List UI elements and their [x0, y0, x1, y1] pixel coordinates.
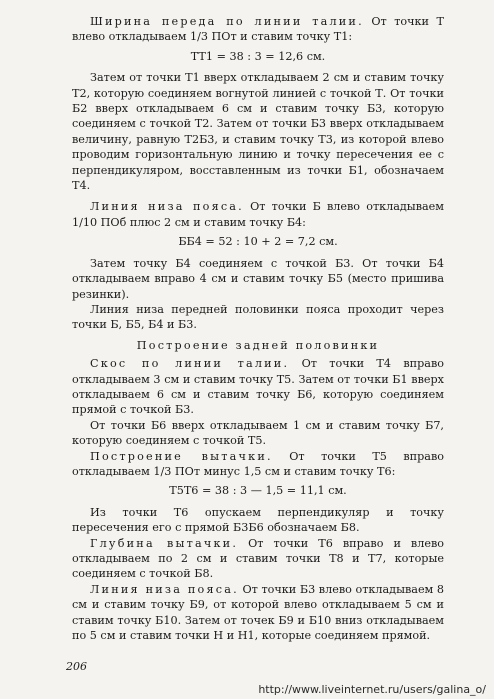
- paragraph-text: От точки Т6 вправо и влево откладываем по 2 см и ставим точки Т8 и Т7, которые соединяем с точкой Б8.: [72, 536, 444, 581]
- page-text: [72, 14, 444, 643]
- subheading: Линия низа пояса.: [90, 200, 244, 214]
- page-number: 206: [66, 660, 87, 673]
- subheading: Построение вытачки.: [90, 449, 273, 463]
- paragraph-belt-bottom: [72, 199, 444, 230]
- paragraph-text: Из точки Т6 опускаем перпендикуляр и точку пересечения его с прямой Б3Б6 обозначаем Б8.: [72, 505, 444, 535]
- paragraph-text: От точки Т влево откладываем 1/3 ПОт и ставим точку Т1:: [72, 15, 444, 44]
- section-heading: Построение задней половинки: [136, 338, 380, 352]
- paragraph-waist-slope: [72, 356, 444, 418]
- watermark-url: http://www.liveinternet.ru/users/galina_o/: [258, 683, 486, 696]
- paragraph-text: Линия низа передней половинки пояса проходит через точки Б, Б5, Б4 и Б3.: [72, 302, 444, 332]
- paragraph-text: От точки Т4 вправо откладываем 3 см и ставим точку Т5. Затем от точки Б1 вверх откладываем 6 см и ставим точку Б6, которую соединяем прямой с точкой Б3.: [72, 357, 444, 417]
- paragraph-text: От точки Б влево откладываем 1/10 ПОб плюс 2 см и ставим точку Б4:: [72, 200, 444, 229]
- paragraph-text: От точки Т5 вправо откладываем 1/3 ПОт минус 1,5 см и ставим точку Т6:: [72, 449, 444, 478]
- paragraph-text: От точки Б3 влево откладываем 8 см и ставим точку Б9, от которой влево откладываем 5 см и ставим точку Б10. Затем от точек Б9 и Б10 вниз откладываем по 5 см и ставим точки Н и Н1, которые соединяем прямой.: [72, 582, 445, 643]
- paragraph-dart-depth: [72, 536, 444, 582]
- formula-t5t6: Т5Т6 = 38 : 3 — 1,5 = 11,1 см.: [169, 484, 347, 498]
- paragraph-text: Затем точку Б4 соединяем с точкой Б3. От точки Б4 откладываем вправо 4 см и ставим точку Б5 (место пришива резинки).: [72, 256, 444, 301]
- formula-bb4: ББ4 = 52 : 10 + 2 = 7,2 см.: [178, 235, 338, 249]
- subheading: Ширина переда по линии талии.: [90, 15, 364, 28]
- subheading: Скос по линии талии.: [90, 357, 290, 371]
- formula-tt1: TT1 = 38 : 3 = 12,6 см.: [190, 49, 326, 63]
- paragraph-text: От точки Б6 вверх откладываем 1 см и ставим точку Б7, которую соединяем с точкой Т5.: [72, 418, 444, 448]
- paragraph-text: Затем от точки Т1 вверх откладываем 2 см и ставим точку Т2, которую соединяем вогнутой линией с точкой Т. От точки Б2 вверх откладываем 6 см и ставим точку Б3, которую соединяем с точкой Т2. Затем от точки Б3 вверх откладываем величину, равную Т2Б3, и ставим точку Т3, из которой влево проводим горизонтальную линию и точку пересечения ее с перпендикуляром, восставленным из точки Б1, обозначаем Т4.: [72, 71, 444, 193]
- subheading: Глубина вытачки.: [90, 536, 239, 550]
- paragraph-back-belt-bottom: [72, 582, 444, 644]
- paragraph-dart-construction: [72, 449, 444, 480]
- paragraph-front-width: [72, 14, 444, 45]
- subheading: Линия низа пояса.: [90, 582, 239, 596]
